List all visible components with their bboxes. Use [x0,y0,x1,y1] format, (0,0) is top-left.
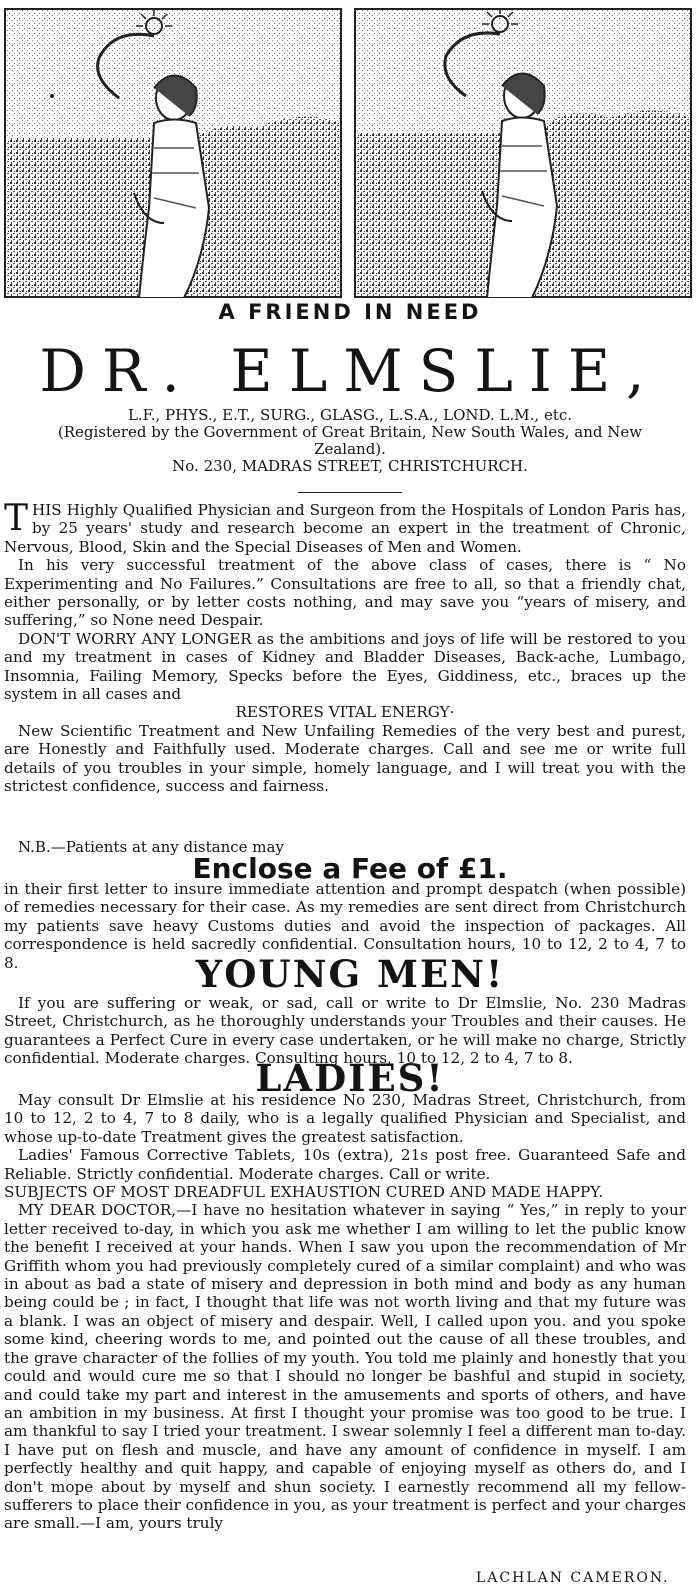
intro-paragraph-4: New Scientific Treatment and New Unfailing Remedies of the very best and purest, are Honestly and Faithfully used. Moderate charges. Call and see me or write full details of you troubles in your simple, homely language, and I will treat you with the strictest confidence, success and fairness. [4,721,686,796]
fee-headline: Enclose a Fee of £1. [192,852,508,885]
testimonial-heading: SUBJECTS OF MOST DREADFUL EXHAUSTION CURED AND MADE HAPPY. [4,1183,604,1202]
intro-paragraph-3: DON'T WORRY ANY LONGER as the ambitions and joys of life will be restored to you and my treatment in cases of Kidney and Bladder Diseases, Back-ache, Lumbago, Insomnia, Failing Memory, Specks before the Eyes, Giddiness, etc., braces up the system in all cases and [4,629,686,704]
young-men-text: If you are suffering or weak, or sad, call or write to Dr Elmslie, No. 230 Madras Street, Christchurch, as he thoroughly understands your Troubles and their causes. He guarantees a Perfect Cure in every case undertaken, or he will make no charge, Strictly confidential. Moderate charges. Consulting hours, 10 to 12, 2 to 4, 7 to 8. [4,994,686,1068]
ladies-headline: LADIES! [255,1056,445,1100]
restores-vital-energy: RESTORES VITAL ENERGY· [235,703,455,722]
fee-text: in their first letter to insure immediate attention and prompt despatch (when possible) of remedies necessary for their case. As my remedies are sent direct from Christchurch my patients save heavy Customs duties and avoid the inspection of packages. All correspondence is held sacredly confidential. Consultation hours, 10 to 12, 2 to 4, 7 to 8. [4,880,686,972]
illustration-right [354,8,692,298]
young-men-headline: YOUNG MEN! [195,952,505,996]
divider-rule [298,492,402,493]
illustration-left [4,8,342,298]
woman-sun-illustration-right [354,8,692,298]
doctor-name-title: DR. ELMSLIE, [39,337,661,405]
intro-section [4,498,686,796]
intro-paragraph-1 [4,498,686,556]
intro-text-1: HIS Highly Qualified Physician and Surgeon from the Hospitals of London Paris has, by 25 years' study and research become an expert in the treatment of Chronic, Nervous, Blood, Skin and the Special Diseases of Men and Women. [4,501,686,556]
intro-paragraph-2: In his very successful treatment of the above class of cases, there is “ No Experimenting and No Failures.” Consultations are free to all, so that a friendly chat, either personally, or by letter costs nothing, and may save you “years of misery, and suffering,” so None need Despair. [4,556,686,630]
drop-cap: T [4,498,29,539]
qualifications-block [20,407,680,475]
woman-sun-illustration-left [4,8,342,298]
testimonial-letter: MY DEAR DOCTOR,—I have no hesitation whatever in saying “ Yes,” in reply to your letter received to-day, in which you ask me whether I am willing to let the public know the benefit I received at your hands. When I saw you upon the recommendation of Mr Griffith whom you had previously completely cured of a similar complaint) and who was in about as bad a state of misery and depression in both mind and body as any human being could be ; in fact, I thought that life was not worth living and that my future was a blank. I was an object of misery and despair. Well, I called upon you. and you spoke some kind, cheering words to me, and pointed out the cause of all these troubles, and the grave character of the follies of my youth. You told me plainly and honestly that you could and would cure me so that I should no longer be bashful and stupid in society, and could take my part and interest in the amusements and sports of others, and have an ambition in my business. At first I thought your promise was too good to be true. I am thankful to say I tried your treatment. I swear solemnly I feel a different man to-day. I have put on flesh and muscle, and have any amount of confidence in myself. I am perfectly healthy and quit happy, and capable of enjoying myself as others do, and I don't mope about by myself and shun society. I earnestly recommend all my fellow-sufferers to place their confidence in you, as your treatment is perfect and your charges are small.—I am, yours truly [4,1201,686,1533]
ladies-tablets: Ladies' Famous Corrective Tablets, 10s (extra), 21s post free. Guaranteed Safe and Reliable. Strictly confidential. Moderate charges. Call or write. [4,1146,686,1183]
nb-note: N.B.—Patients at any distance may [18,838,284,856]
qualifications: L.F., PHYS., E.T., SURG., GLASG., L.S.A., LOND. L.M., etc. [127,406,573,424]
registration-note: (Registered by the Government of Great Britain, New South Wales, and New Zealand). [57,423,643,458]
ladies-section [4,1091,686,1533]
tagline: A FRIEND IN NEED [218,300,482,324]
ladies-text: May consult Dr Elmslie at his residence No 230, Madras Street, Christchurch, from 10 to 12, 2 to 4, 7 to 8 daily, who is a legally qualified Physician and Specialist, and whose up-to-date Treatment gives the greatest satisfaction. [4,1091,686,1146]
address: No. 230, MADRAS STREET, CHRISTCHURCH. [172,457,528,475]
signature: LACHLAN CAMERON. [476,1570,670,1586]
